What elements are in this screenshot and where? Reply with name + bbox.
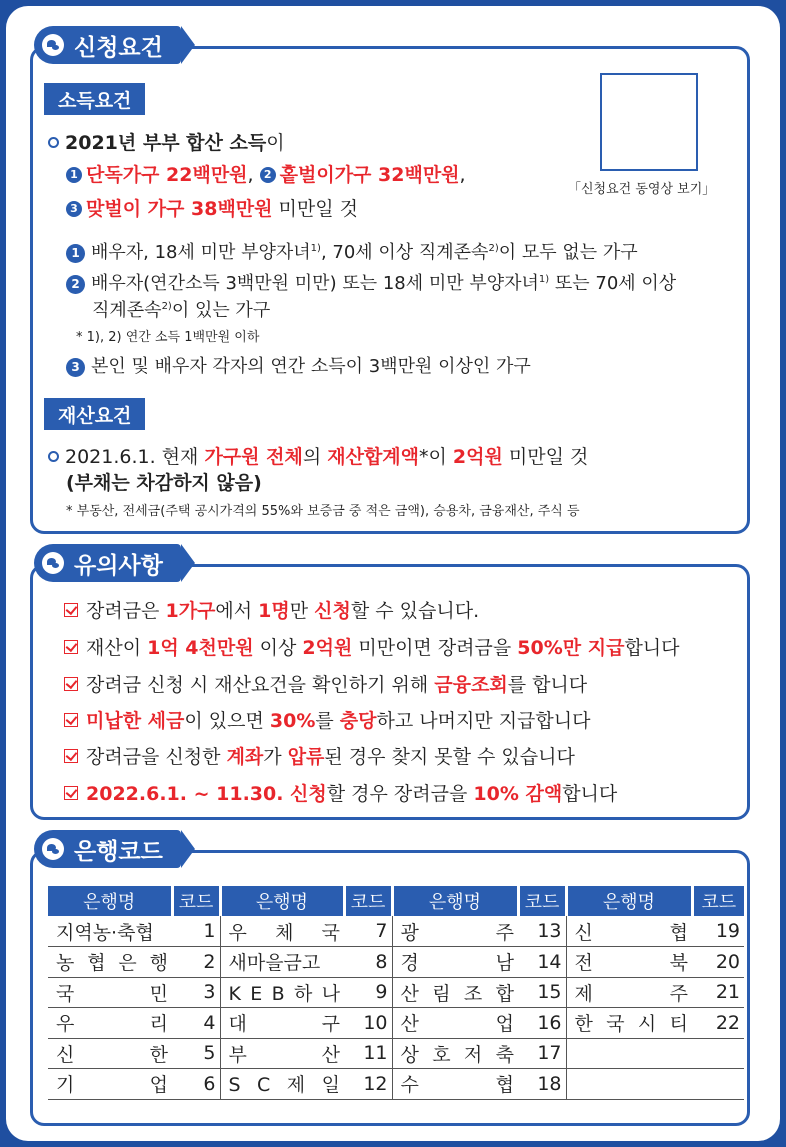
video-thumbnail[interactable] — [600, 73, 698, 171]
bank-name-cell: 대 구 — [220, 1008, 344, 1039]
header-code: 코드 — [172, 886, 220, 916]
income-option-3: 3 맞벌이 가구 38백만원 미만일 것 — [66, 194, 358, 221]
bank-name-cell: 부 산 — [220, 1038, 344, 1069]
income-options-1-2: 1 단독가구 22백만원, 2 홑벌이가구 32백만원, — [66, 160, 466, 187]
number-3-icon: 3 — [66, 358, 85, 377]
note-item-6: 2022.6.1. ~ 11.30. 신청할 경우 장려금을 10% 감액합니다 — [64, 779, 617, 806]
checkbox-icon — [64, 713, 78, 727]
bank-code-tab — [34, 830, 181, 868]
bank-code-cell: 15 — [518, 977, 566, 1008]
requirements-title: 신청요건 — [74, 34, 163, 61]
bank-name-cell: 경 남 — [392, 947, 518, 978]
bank-code-cell: 22 — [692, 1008, 744, 1039]
household-def-3: 3 본인 및 배우자 각자의 연간 소득이 3백만원 이상인 가구 — [66, 352, 531, 378]
bank-code-cell: 17 — [518, 1038, 566, 1069]
bank-code-title: 은행코드 — [74, 838, 163, 865]
note-item-3: 장려금 신청 시 재산요건을 확인하기 위해 금융조회를 합니다 — [64, 670, 587, 697]
table-row — [48, 1069, 744, 1100]
checkbox-icon — [64, 786, 78, 800]
header-code: 코드 — [344, 886, 392, 916]
bank-code-cell: 7 — [344, 916, 392, 947]
bank-name-cell: 우 리 — [48, 1008, 172, 1039]
bank-name-cell: S C 제 일 — [220, 1069, 344, 1100]
bank-name-cell: 국 민 — [48, 977, 172, 1008]
bank-name-cell: 새마을금고 — [220, 947, 344, 978]
number-1-icon: 1 — [66, 167, 82, 183]
header-bank-name: 은행명 — [392, 886, 518, 916]
bank-code-cell — [692, 1038, 744, 1069]
income-line1: 2021년 부부 합산 소득이 — [48, 128, 285, 155]
table-header-row — [48, 886, 744, 916]
bank-code-cell: 5 — [172, 1038, 220, 1069]
bank-code-cell: 18 — [518, 1069, 566, 1100]
header-bank-name: 은행명 — [566, 886, 692, 916]
note-item-2: 재산이 1억 4천만원 이상 2억원 미만이면 장려금을 50%만 지급합니다 — [64, 633, 680, 660]
header-code: 코드 — [518, 886, 566, 916]
household-def-2-cont: 직계존속$^{2)}$이 있는 가구 — [92, 300, 271, 321]
bank-name-cell: 신 협 — [566, 916, 692, 947]
household-def-1: 1 배우자, 18세 미만 부양자녀$^{1)}$, 70세 이상 직계존속$^{2)}$이 모두 없는 가구 — [66, 238, 638, 264]
bank-name-cell: 우 체 국 — [220, 916, 344, 947]
number-2-icon: 2 — [260, 167, 276, 183]
bank-name-cell: 신 한 — [48, 1038, 172, 1069]
bank-code-cell: 9 — [344, 977, 392, 1008]
asset-line2: (부채는 차감하지 않음) — [66, 472, 262, 494]
ring-bullet-icon — [48, 137, 59, 148]
note-item-1: 장려금은 1가구에서 1명만 신청할 수 있습니다. — [64, 596, 479, 623]
asset-line1: 2021.6.1. 현재 가구원 전체의 재산합계액*이 2억원 미만일 것 — [48, 442, 588, 469]
notes-tab — [34, 544, 181, 582]
income-heading: 소득요건 — [44, 83, 145, 115]
bank-code-cell: 13 — [518, 916, 566, 947]
bank-name-cell: 제 주 — [566, 977, 692, 1008]
checkbox-icon — [64, 640, 78, 654]
bank-code-cell: 8 — [344, 947, 392, 978]
table-row — [48, 947, 744, 978]
speech-bubble-icon — [42, 552, 64, 574]
video-link[interactable]: 「신청요건 동영상 보기」 — [568, 182, 716, 197]
speech-bubble-icon — [42, 838, 64, 860]
bank-code-cell: 3 — [172, 977, 220, 1008]
bank-name-cell: 농 협 은 행 — [48, 947, 172, 978]
bank-code-cell: 1 — [172, 916, 220, 947]
bank-name-cell: 지역농·축협 — [48, 916, 172, 947]
bank-code-cell: 2 — [172, 947, 220, 978]
header-bank-name: 은행명 — [48, 886, 172, 916]
bank-code-cell: 20 — [692, 947, 744, 978]
bank-name-cell: 기 업 — [48, 1069, 172, 1100]
bank-code-cell: 16 — [518, 1008, 566, 1039]
header-bank-name: 은행명 — [220, 886, 344, 916]
number-2-icon: 2 — [66, 275, 85, 294]
bank-table-body — [48, 916, 744, 1099]
table-row — [48, 1038, 744, 1069]
ring-bullet-icon — [48, 451, 59, 462]
bank-code-cell: 14 — [518, 947, 566, 978]
bank-code-cell: 11 — [344, 1038, 392, 1069]
bank-name-cell — [566, 1038, 692, 1069]
note-item-4: 미납한 세금이 있으면 30%를 충당하고 나머지만 지급합니다 — [64, 706, 590, 733]
bank-code-cell: 4 — [172, 1008, 220, 1039]
bank-code-cell: 12 — [344, 1069, 392, 1100]
table-row — [48, 1008, 744, 1039]
header-code: 코드 — [692, 886, 744, 916]
bank-name-cell: K E B 하 나 — [220, 977, 344, 1008]
bank-name-cell: 수 협 — [392, 1069, 518, 1100]
bank-code-cell — [692, 1069, 744, 1100]
bank-code-cell: 6 — [172, 1069, 220, 1100]
checkbox-icon — [64, 603, 78, 617]
bank-name-cell: 산 업 — [392, 1008, 518, 1039]
notes-title: 유의사항 — [74, 552, 163, 579]
bank-code-cell: 10 — [344, 1008, 392, 1039]
bank-code-cell: 19 — [692, 916, 744, 947]
checkbox-icon — [64, 677, 78, 691]
checkbox-icon — [64, 749, 78, 763]
note-item-5: 장려금을 신청한 계좌가 압류된 경우 찾지 못할 수 있습니다 — [64, 742, 575, 769]
income-note: * 1), 2) 연간 소득 1백만원 이하 — [76, 330, 260, 345]
bank-name-cell: 전 북 — [566, 947, 692, 978]
bank-name-cell: 한 국 시 티 — [566, 1008, 692, 1039]
bank-code-table — [48, 886, 744, 1100]
table-row — [48, 977, 744, 1008]
bank-name-cell — [566, 1069, 692, 1100]
asset-heading: 재산요건 — [44, 398, 145, 430]
speech-bubble-icon — [42, 34, 64, 56]
requirements-tab — [34, 26, 181, 64]
bank-name-cell: 산 림 조 합 — [392, 977, 518, 1008]
number-1-icon: 1 — [66, 244, 85, 263]
number-3-icon: 3 — [66, 201, 82, 217]
bank-name-cell: 상 호 저 축 — [392, 1038, 518, 1069]
bank-name-cell: 광 주 — [392, 916, 518, 947]
asset-note: * 부동산, 전세금(주택 공시가격의 55%와 보증금 중 적은 금액), 승용차, 금융재산, 주식 등 — [66, 504, 580, 519]
household-def-2: 2 배우자(연간소득 3백만원 미만) 또는 18세 미만 부양자녀$^{1)}$ 또는 70세 이상 — [66, 269, 676, 295]
bank-code-cell: 21 — [692, 977, 744, 1008]
table-row — [48, 916, 744, 947]
